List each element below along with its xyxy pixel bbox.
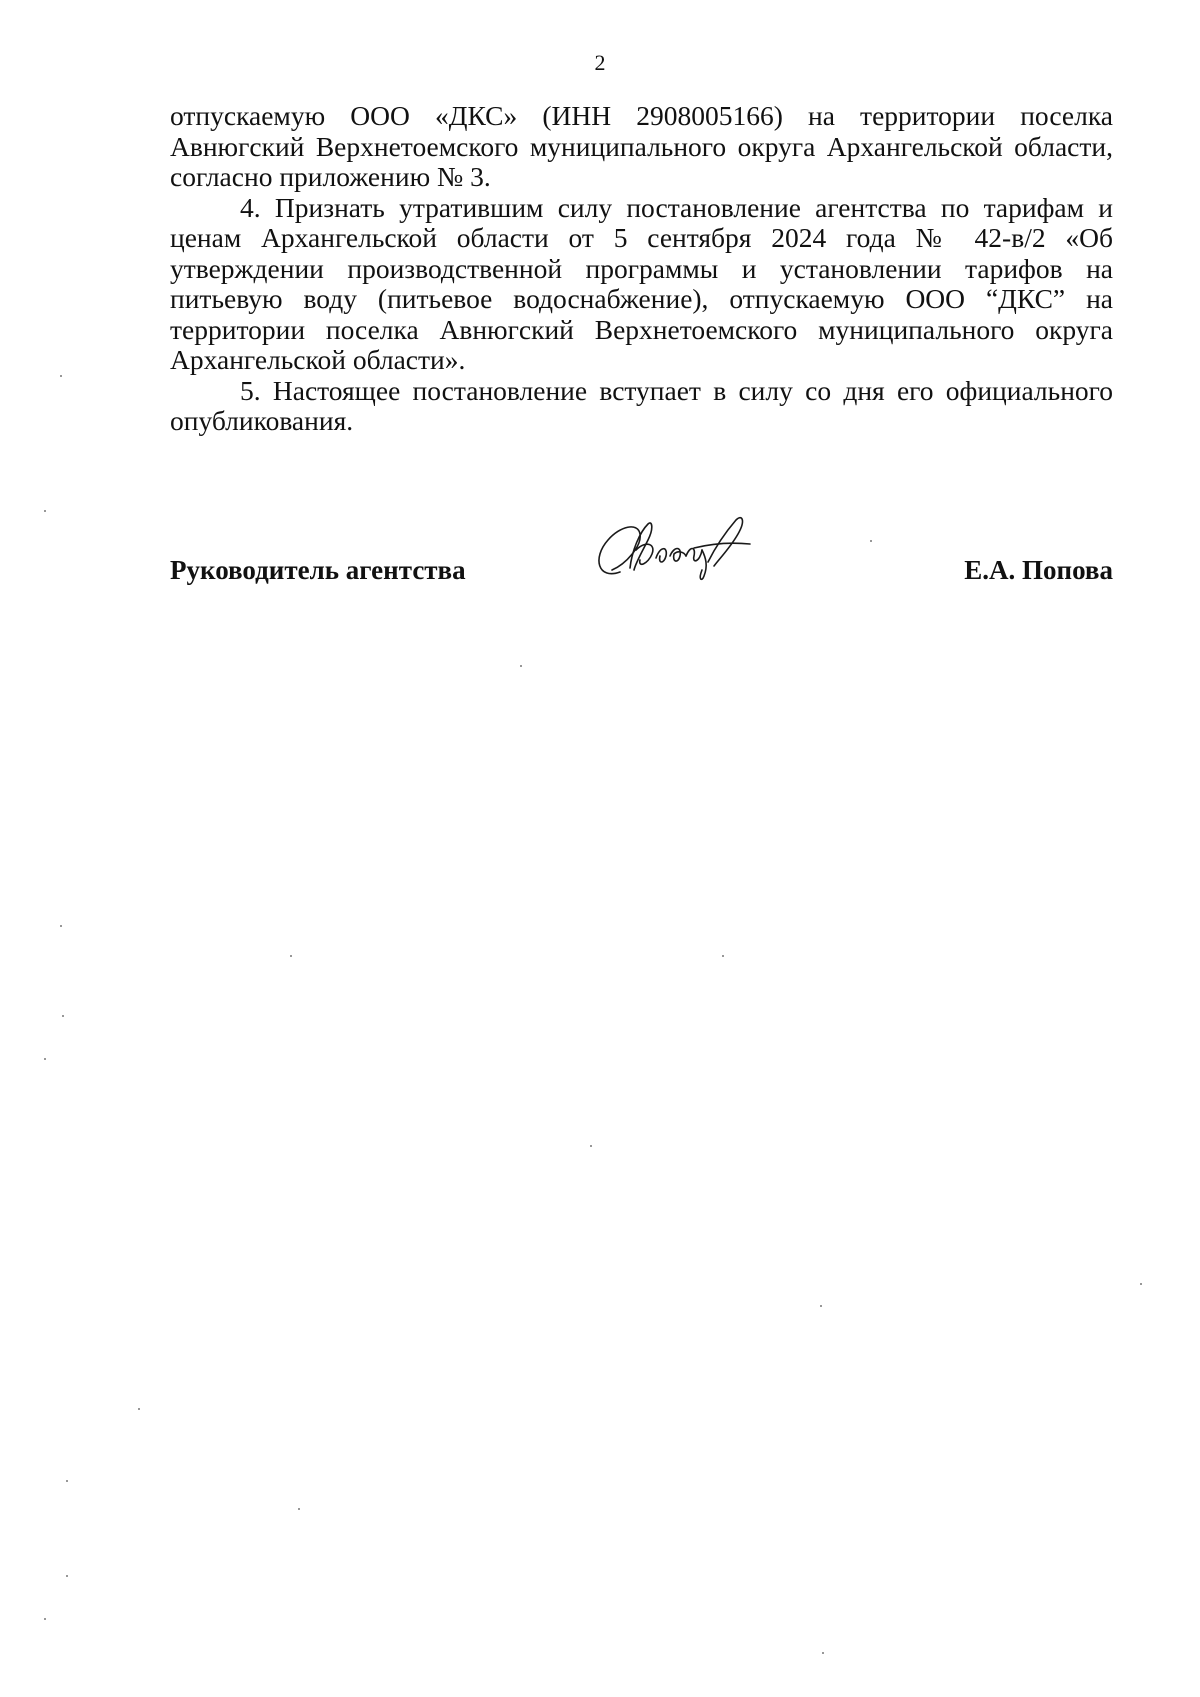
- scan-speck: [290, 955, 292, 957]
- scan-speck: [60, 375, 62, 377]
- paragraph-continuation: отпускаемую ООО «ДКС» (ИНН 2908005166) на территории поселка Авнюгский Верхнетоемского муниципального округа Архангельской области, согласно приложению № 3.: [170, 100, 1113, 192]
- page-number: 2: [594, 50, 606, 75]
- scan-speck: [44, 510, 46, 512]
- scan-speck: [298, 1508, 300, 1510]
- scan-speck: [138, 1408, 140, 1410]
- scan-speck: [870, 540, 872, 542]
- scan-speck: [62, 1015, 64, 1017]
- scan-speck: [722, 955, 724, 957]
- scan-speck: [44, 1058, 46, 1060]
- signature-block: [170, 555, 1113, 615]
- scan-speck: [1140, 1283, 1142, 1285]
- scan-speck: [822, 1652, 824, 1654]
- scan-speck: [520, 665, 522, 667]
- scan-speck: [590, 1145, 592, 1147]
- signatory-name: Е.А. Попова: [964, 555, 1113, 585]
- scan-speck: [66, 1480, 68, 1482]
- scan-speck: [66, 1575, 68, 1577]
- scan-speck: [60, 925, 62, 927]
- signatory-title: Руководитель агентства: [170, 555, 466, 585]
- scan-speck: [820, 1305, 822, 1307]
- paragraph-item-5: 5. Настоящее постановление вступает в силу со дня его официального опубликования.: [170, 374, 1113, 436]
- document-body: [170, 101, 1113, 437]
- paragraph-item-4: 4. Признать утратившим силу постановление агентства по тарифам и ценам Архангельской области от 5 сентября 2024 года № 42-в/2 «Об утверждении производственной программы и установлении тарифов на питьевую воду (питьевое водоснабжение), отпускаемую ООО “ДКС” на территории поселка Авнюгский Верхнетоемского муниципального округа Архангельской области».: [170, 191, 1113, 375]
- scan-speck: [44, 1618, 46, 1620]
